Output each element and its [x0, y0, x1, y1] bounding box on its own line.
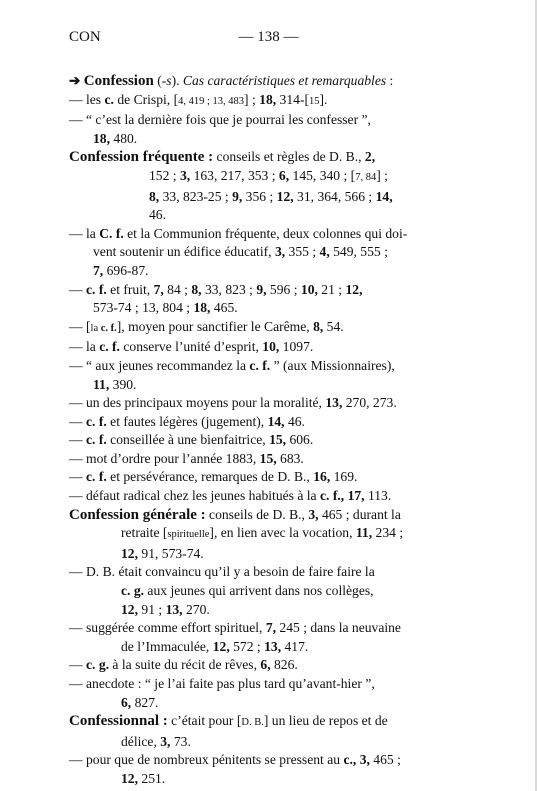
index-line: [69, 431, 468, 450]
line-segment: 596 ;: [266, 281, 301, 297]
line-segment: 3,: [308, 506, 319, 522]
line-segment: 12,: [212, 638, 230, 654]
line-segment: 8,: [313, 318, 324, 334]
index-line: [69, 225, 468, 244]
line-segment: 465 ;: [369, 752, 401, 768]
index-line: [69, 619, 468, 638]
line-segment: vent soutenir un édifice éducatif,: [93, 244, 275, 260]
line-segment: et persévérance, remarques de D. B.,: [106, 469, 314, 485]
line-segment: Cas caractéristiques et remarquables: [182, 73, 387, 88]
line-segment: conserve l’unité d’esprit,: [119, 339, 263, 355]
index-entries: [69, 72, 468, 789]
line-segment: —: [69, 413, 86, 429]
line-segment: 14,: [375, 188, 393, 204]
line-segment: retraite [: [121, 525, 168, 541]
line-segment: 9,: [256, 281, 267, 297]
line-segment: —: [69, 469, 86, 485]
line-segment: 573-74 ; 13, 804 ;: [93, 300, 194, 316]
index-line: [149, 206, 468, 225]
line-segment: 10,: [262, 339, 280, 355]
index-line: [69, 394, 468, 413]
line-segment: c. f.: [99, 339, 120, 355]
line-segment: 7,: [265, 620, 277, 636]
page-header: [69, 29, 468, 49]
line-segment: — mot d’ordre pour l’année 1883,: [69, 450, 260, 466]
line-segment: D. B.: [241, 717, 264, 729]
line-segment: 270.: [182, 601, 210, 617]
index-line: [69, 450, 468, 469]
line-segment: ] ;: [376, 167, 388, 183]
line-segment: 480.: [110, 130, 138, 146]
index-line: [149, 167, 468, 188]
line-segment: ” (aux Missionnaires),: [270, 357, 395, 373]
line-segment: — “ aux jeunes recommandez la: [69, 357, 250, 373]
line-segment: 3,: [179, 167, 191, 183]
line-segment: — D. B. était convaincu qu’il y a besoin de faire faire la: [69, 564, 375, 580]
line-segment: 1097.: [279, 339, 314, 355]
line-segment: 355 ;: [285, 244, 320, 260]
line-segment: — suggérée comme effort spirituel,: [69, 620, 266, 636]
line-segment: — les: [69, 91, 105, 107]
index-line: [93, 130, 468, 149]
line-segment: 251.: [138, 770, 166, 786]
line-segment: Confessionnal :: [69, 713, 168, 730]
line-segment: 15,: [269, 432, 287, 448]
line-segment: 3,: [160, 733, 171, 749]
line-segment: 15,: [259, 450, 277, 466]
running-head: CON: [69, 29, 101, 45]
line-segment: 46.: [284, 413, 305, 429]
line-segment: 465 ; durant la: [318, 506, 401, 522]
line-segment: 683.: [276, 450, 304, 466]
index-line: [121, 601, 468, 620]
line-segment: 12,: [121, 545, 138, 561]
line-segment: 73.: [170, 733, 191, 749]
line-segment: 549, 555 ;: [329, 244, 388, 260]
line-segment: — “ c’est la dernière fois que je pourrai les confesser ”,: [69, 112, 371, 128]
index-line: [121, 733, 468, 752]
line-segment: — la: [69, 225, 100, 241]
line-segment: 91, 573-74.: [138, 545, 204, 561]
line-segment: C. f.: [99, 225, 124, 241]
index-line: [69, 413, 468, 432]
line-segment: — défaut radical chez les jeunes habitués à la: [69, 488, 320, 504]
line-segment: — un des principaux moyens pour la moralité,: [69, 395, 326, 411]
line-segment: — anecdote : “ je l’ai faite pas plus tard qu’avant-hier ”,: [69, 676, 375, 691]
line-segment: et fruit,: [106, 281, 154, 297]
line-segment: 465.: [210, 300, 238, 316]
index-line: [69, 751, 468, 770]
index-line: [69, 318, 468, 339]
index-line: [93, 299, 468, 318]
line-segment: Confession fréquente :: [69, 149, 214, 166]
index-line: [69, 91, 468, 112]
line-segment: 152 ;: [149, 167, 180, 183]
line-segment: 169.: [330, 469, 358, 485]
index-line: [69, 563, 468, 582]
index-line: [69, 506, 468, 525]
line-segment: 4,: [319, 244, 330, 260]
line-segment: 33, 823-25 ;: [159, 188, 233, 204]
line-segment: 7,: [153, 281, 164, 297]
index-line: [121, 582, 468, 601]
line-segment: conseils de D. B.,: [205, 506, 309, 522]
line-segment: 18,: [93, 130, 110, 146]
line-segment: 6,: [278, 167, 290, 183]
line-segment: c.,: [343, 752, 357, 768]
line-segment: conseils et règles de D. B.,: [213, 149, 365, 165]
index-line: [69, 111, 468, 130]
line-segment: 827.: [131, 694, 159, 710]
index-line: [69, 656, 468, 675]
line-segment: 8,: [191, 281, 202, 297]
line-segment: 17,: [347, 488, 365, 504]
line-segment: 3,: [359, 752, 370, 768]
line-segment: 14,: [267, 413, 285, 429]
line-segment: Confession: [83, 73, 154, 89]
line-segment: c. f.: [86, 469, 107, 485]
line-segment: c’était pour [: [167, 713, 242, 729]
line-segment: — [: [69, 318, 91, 334]
line-segment: s: [166, 73, 172, 88]
line-segment: 572 ;: [229, 638, 265, 654]
line-segment: 163, 217, 353 ;: [190, 167, 279, 183]
line-segment: 234 ;: [372, 525, 404, 541]
line-segment: c. f.: [86, 281, 107, 297]
line-segment: —: [69, 432, 86, 448]
line-segment: 12,: [121, 770, 138, 786]
line-segment: 10,: [300, 281, 318, 297]
index-line: [121, 770, 468, 789]
line-segment: c. f.: [86, 413, 107, 429]
line-segment: conseillée à une bienfaitrice,: [106, 432, 270, 448]
line-segment: 245 ; dans la neuvaine: [276, 620, 401, 636]
index-line: [93, 376, 468, 395]
line-segment: 13,: [165, 601, 183, 617]
index-line: [69, 468, 468, 487]
line-segment: 18,: [259, 91, 277, 107]
line-segment: 54.: [323, 318, 344, 334]
line-segment: — la: [69, 339, 100, 355]
line-segment: c. f.: [86, 432, 107, 448]
line-segment: de l’Immaculée,: [121, 638, 213, 654]
line-segment: 113.: [364, 488, 392, 504]
line-segment: de Crispi, [: [113, 91, 179, 107]
line-segment: c. f.,: [320, 488, 345, 504]
line-segment: 11,: [355, 525, 373, 541]
index-line: [149, 188, 468, 207]
page-number: — 138 —: [238, 29, 299, 45]
line-segment: 13,: [325, 395, 343, 411]
line-segment: c. f.: [100, 322, 117, 334]
line-segment: ] ;: [244, 91, 260, 107]
line-segment: ] un lieu de repos et de: [263, 713, 388, 729]
line-segment: 84 ;: [163, 281, 192, 297]
line-segment: 13,: [264, 638, 282, 654]
line-segment: 21 ;: [317, 281, 346, 297]
line-segment: 12,: [121, 601, 138, 617]
line-segment: —: [69, 657, 86, 673]
line-segment: 15: [309, 95, 320, 107]
line-segment: 31, 364, 566 ;: [293, 188, 376, 204]
index-line: [121, 638, 468, 657]
line-segment: 9,: [232, 188, 243, 204]
line-segment: 390.: [109, 376, 137, 392]
line-segment: :: [386, 73, 394, 88]
line-segment: et la Communion fréquente, deux colonnes qui doi-: [123, 225, 408, 241]
index-line: [69, 148, 468, 167]
line-segment: 270, 273.: [342, 395, 397, 411]
index-line: [69, 281, 468, 300]
index-line: [93, 262, 468, 281]
line-segment: ], en lien avec la vocation,: [209, 525, 356, 541]
line-segment: (-: [153, 73, 167, 88]
line-segment: 7, 84: [355, 171, 377, 183]
line-segment: 12,: [276, 188, 294, 204]
line-segment: 356 ;: [242, 188, 277, 204]
line-segment: 33, 823 ;: [201, 281, 257, 297]
line-segment: c.: [104, 91, 114, 107]
index-line: [69, 338, 468, 357]
index-line: [69, 712, 468, 733]
line-segment: ].: [319, 91, 328, 107]
line-segment: 11,: [93, 376, 110, 392]
line-segment: 7,: [93, 262, 104, 278]
line-segment: à la suite du récit de rêves,: [109, 657, 261, 673]
index-line: [69, 357, 468, 376]
index-line: [69, 675, 468, 694]
line-segment: 2,: [364, 149, 376, 165]
line-segment: délice,: [121, 733, 161, 749]
line-segment: 46.: [149, 207, 166, 223]
line-segment: 417.: [281, 638, 309, 654]
line-segment: aux jeunes qui arrivent dans nos collèges,: [144, 583, 374, 599]
line-segment: —: [69, 281, 86, 297]
line-segment: 91 ;: [138, 601, 166, 617]
index-line: [93, 243, 468, 262]
line-segment: 18,: [193, 300, 211, 316]
line-segment: 16,: [313, 469, 331, 485]
line-segment: 696-87.: [103, 262, 149, 278]
line-segment: 6,: [260, 657, 271, 673]
line-segment: la: [90, 322, 101, 334]
line-segment: ➔: [69, 73, 84, 88]
line-segment: c. g.: [86, 657, 110, 673]
line-segment: 606.: [286, 432, 314, 448]
line-segment: Confession générale :: [69, 506, 206, 523]
line-segment: et fautes légères (jugement),: [106, 413, 268, 429]
line-segment: 145, 340 ; [: [289, 167, 356, 183]
line-segment: 4, 419 ; 13, 483: [178, 95, 245, 107]
line-segment: c. g.: [121, 583, 145, 599]
line-segment: — pour que de nombreux pénitents se pressent au: [69, 752, 344, 768]
index-line: [69, 487, 468, 506]
line-segment: ], moyen pour sanctifier le Carême,: [116, 318, 314, 334]
index-line: [121, 694, 468, 713]
line-segment: 3,: [274, 244, 286, 260]
line-segment: 12,: [345, 281, 363, 297]
line-segment: spirituelle: [167, 529, 210, 541]
line-segment: 826.: [270, 657, 298, 673]
line-segment: 8,: [149, 188, 160, 204]
line-segment: ).: [171, 73, 183, 88]
line-segment: 314-[: [276, 91, 309, 107]
line-segment: c. f.: [249, 357, 271, 373]
line-segment: 6,: [121, 694, 132, 710]
index-line: [69, 72, 468, 91]
index-line: [121, 545, 468, 564]
index-line: [121, 524, 468, 545]
